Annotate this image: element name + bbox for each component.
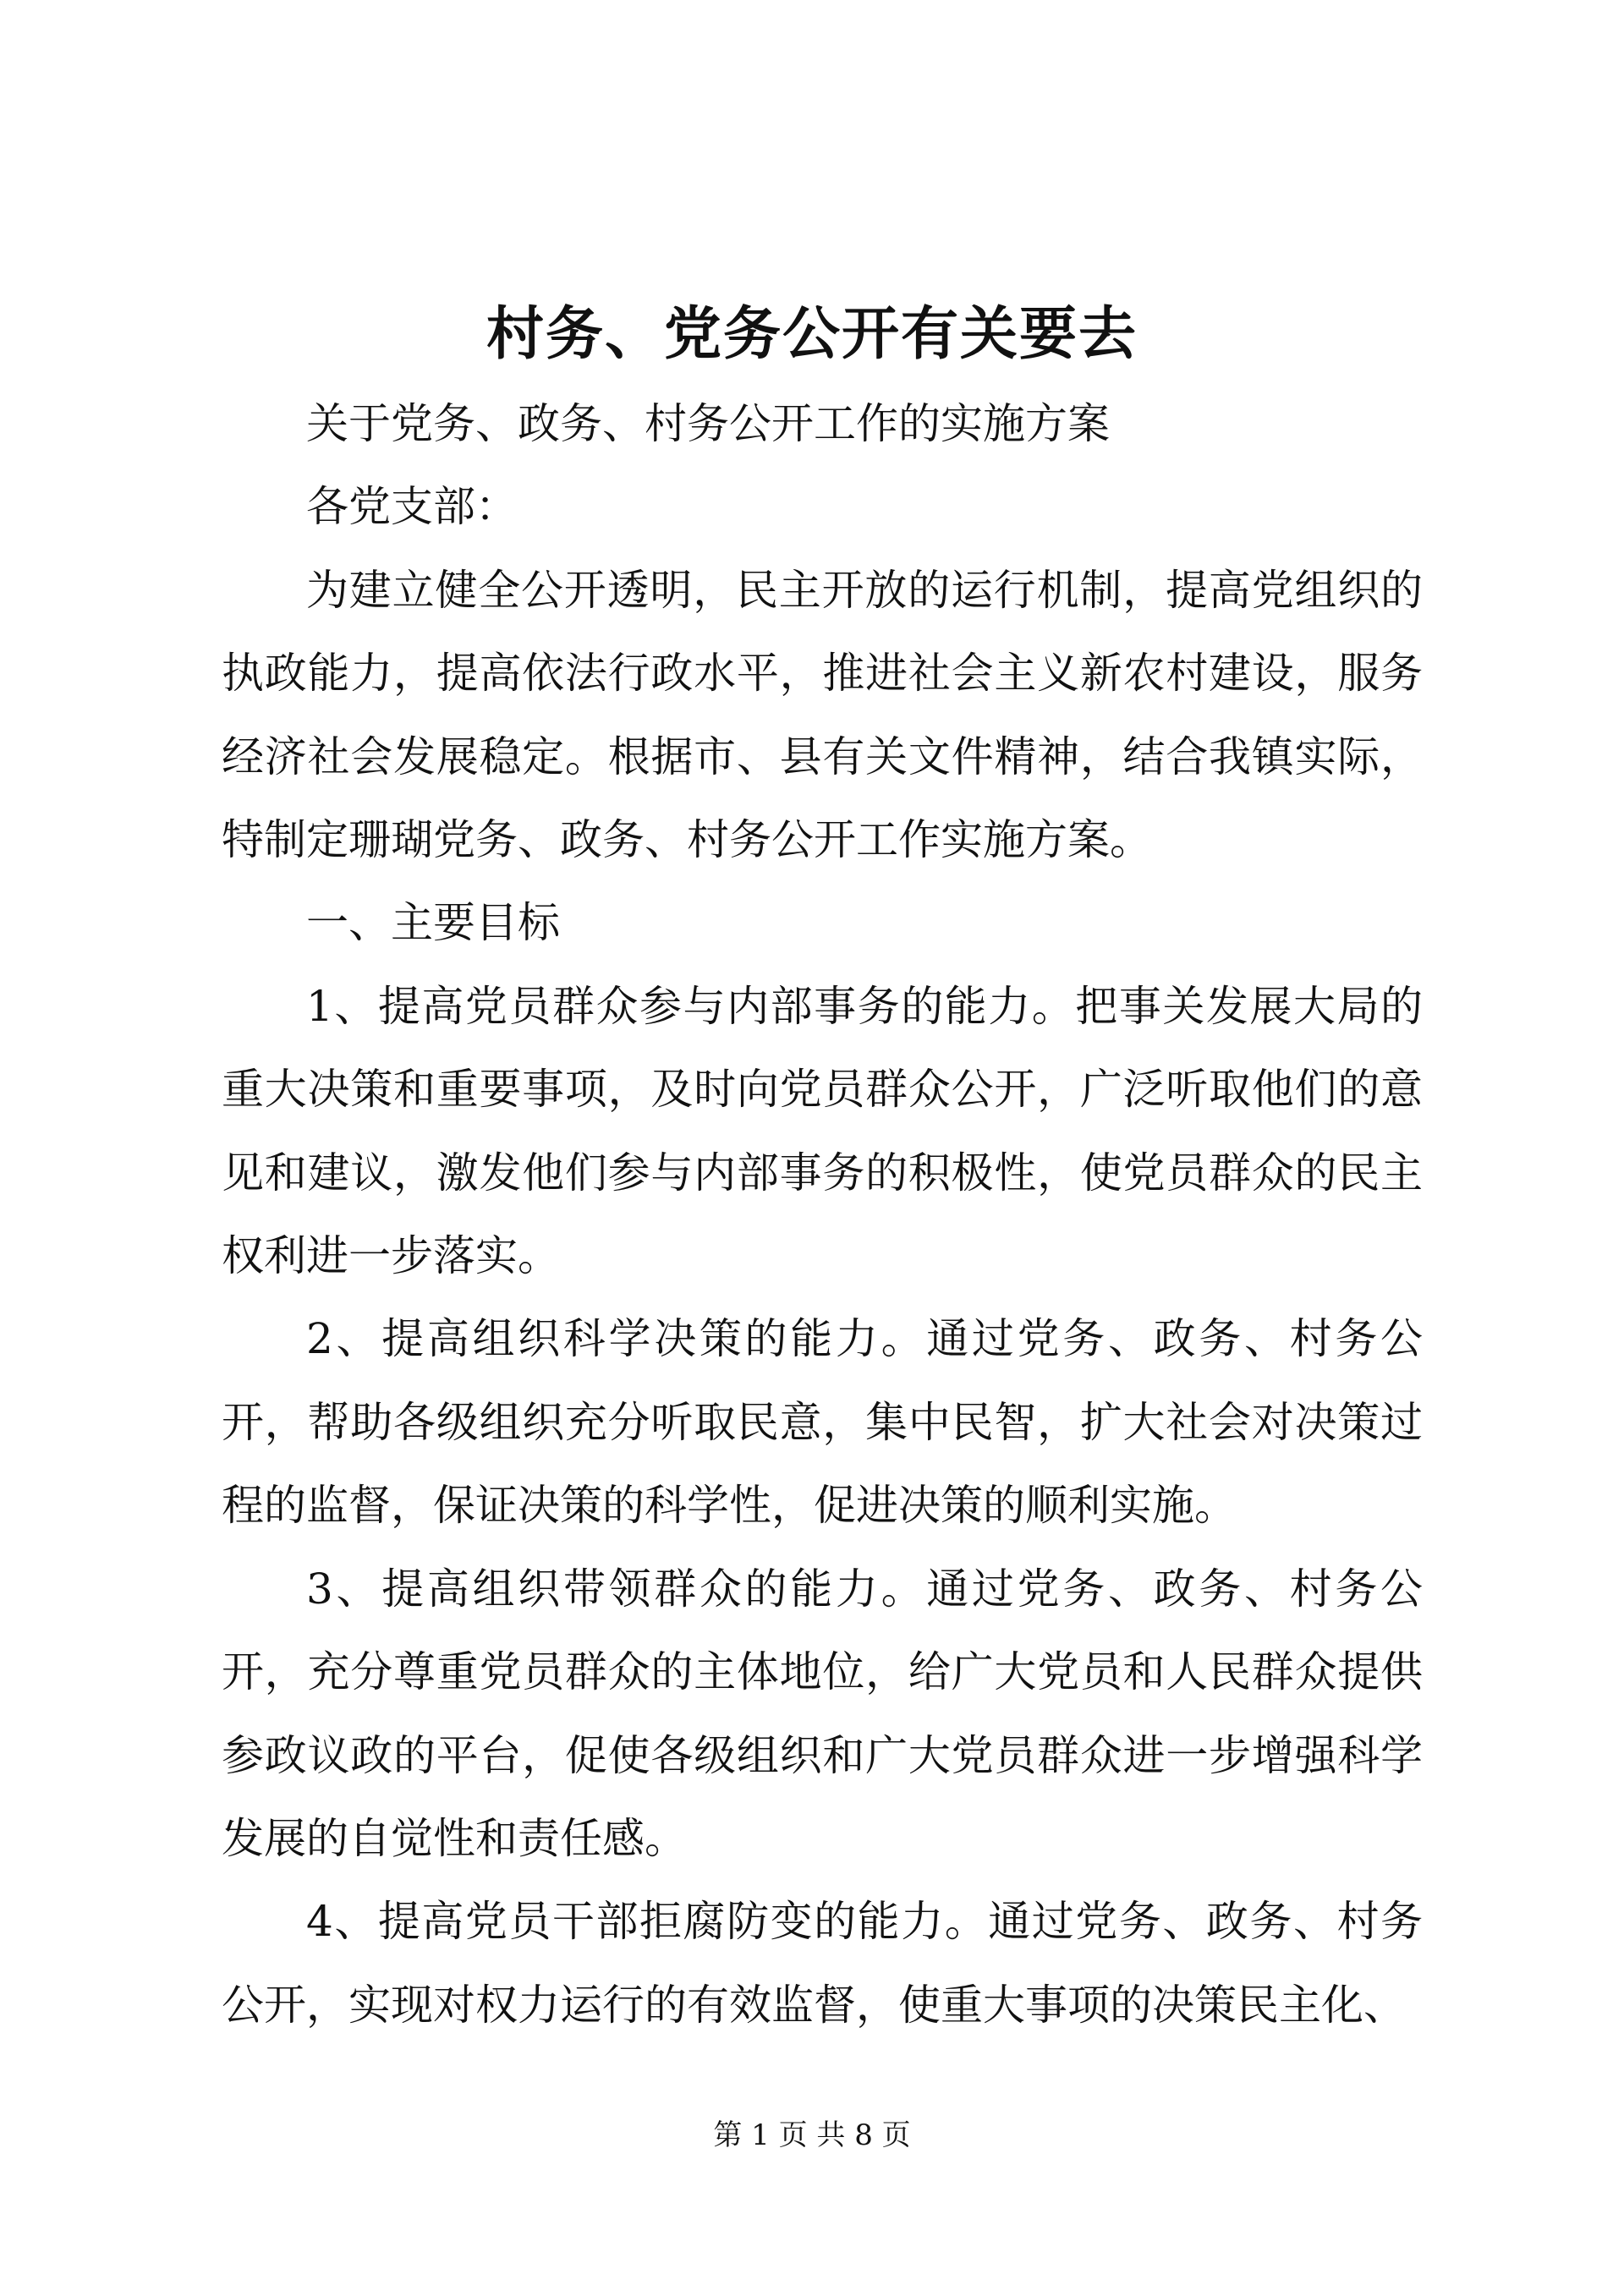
paragraph-goal-2: 2、提高组织科学决策的能力。通过党务、政务、村务公开，帮助各级组织充分听取民意，集中民智，扩大社会对决策过程的监督，保证决策的科学性，促进决策的顺利实施。 [222,1314,1423,1531]
document-title: 村务、党务公开有关要去 [486,300,1138,368]
paragraph-intro: 为建立健全公开透明，民主开放的运行机制，提高党组织的执政能力，提高依法行政水平，推进社会主义新农村建设，服务经济社会发展稳定。根据市、县有关文件精神，结合我镇实际，特制定珊瑚党务、政务、村务公开工作实施方案。 [222,565,1423,865]
paragraph-subtitle: 关于党务、政务、村务公开工作的实施方案 [306,399,1110,448]
section-heading-main-goals: 一、主要目标 [306,898,560,948]
paragraph-goal-4: 4、提高党员干部拒腐防变的能力。通过党务、政务、村务公开，实现对权力运行的有效监督，使重大事项的决策民主化、 [222,1897,1423,2030]
paragraph-salutation: 各党支部： [306,482,518,532]
document-body [222,382,1423,2047]
paragraph-goal-3: 3、提高组织带领群众的能力。通过党务、政务、村务公开，充分尊重党员群众的主体地位，给广大党员和人民群众提供参政议政的平台，促使各级组织和广大党员群众进一步增强科学发展的自觉性和责任感。 [222,1564,1423,1863]
page-footer: 第 1 页 共 8 页 [713,2118,911,2152]
paragraph-goal-1: 1、提高党员群众参与内部事务的能力。把事关发展大局的重大决策和重要事项，及时向党员群众公开，广泛听取他们的意见和建议，激发他们参与内部事务的积极性，使党员群众的民主权利进一步落实。 [222,981,1423,1281]
